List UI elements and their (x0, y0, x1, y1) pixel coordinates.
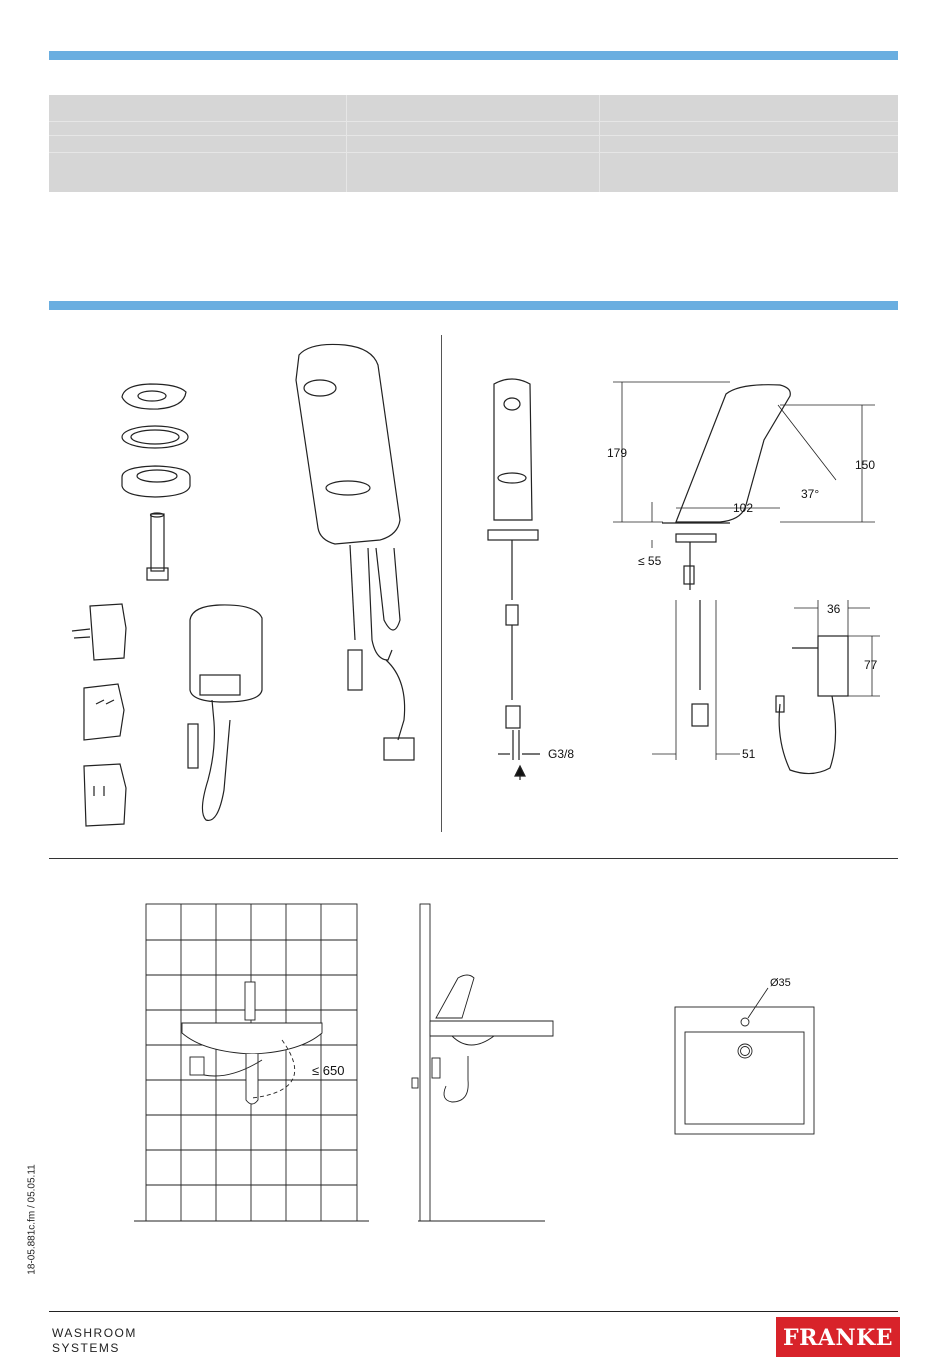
clamp-plate-icon (122, 466, 190, 497)
dim-adapter-width: 36 (827, 602, 841, 616)
franke-logo (776, 1317, 900, 1357)
faucet-side-view-icon (662, 385, 790, 726)
faucet-front-view-icon (488, 379, 540, 760)
faucet-perspective-icon (296, 344, 414, 760)
brand-line-1: WASHROOM (52, 1326, 137, 1340)
threaded-rod-icon (147, 513, 168, 580)
dim-mount-thickness: ≤ 55 (638, 554, 662, 568)
dim-reach: 102 (733, 501, 754, 515)
logo-text: FRANKE (783, 1325, 893, 1351)
power-adapter-side-icon (776, 636, 848, 774)
brand-tagline (52, 1326, 137, 1356)
dim-height-total: 179 (607, 446, 628, 460)
sealing-ring-icon (122, 426, 188, 448)
dim-thread: G3/8 (548, 747, 575, 761)
plug-adapter-au-icon (84, 684, 124, 740)
hole-diameter-label: Ø35 (770, 977, 791, 989)
fixing-washer-icon (122, 384, 186, 409)
footer-divider (49, 1311, 898, 1312)
installation-side-view-icon (412, 904, 553, 1221)
flow-arrow-icon (515, 766, 525, 776)
dim-adapter-height: 77 (864, 658, 878, 672)
power-supply-icon (188, 605, 262, 820)
plug-adapter-eu-icon (72, 604, 126, 660)
dim-angle: 37° (801, 487, 820, 501)
dim-height-spout: 150 (855, 458, 876, 472)
basin-top-view-icon (675, 988, 814, 1134)
hand-distance-label: ≤ 650 (312, 1063, 345, 1078)
brand-line-2: SYSTEMS (52, 1341, 120, 1355)
document-code: 18-05.881c.fm / 05.05.11 (26, 1164, 38, 1275)
dim-base-offset: 51 (742, 747, 756, 761)
plug-adapter-us-icon (84, 764, 126, 826)
